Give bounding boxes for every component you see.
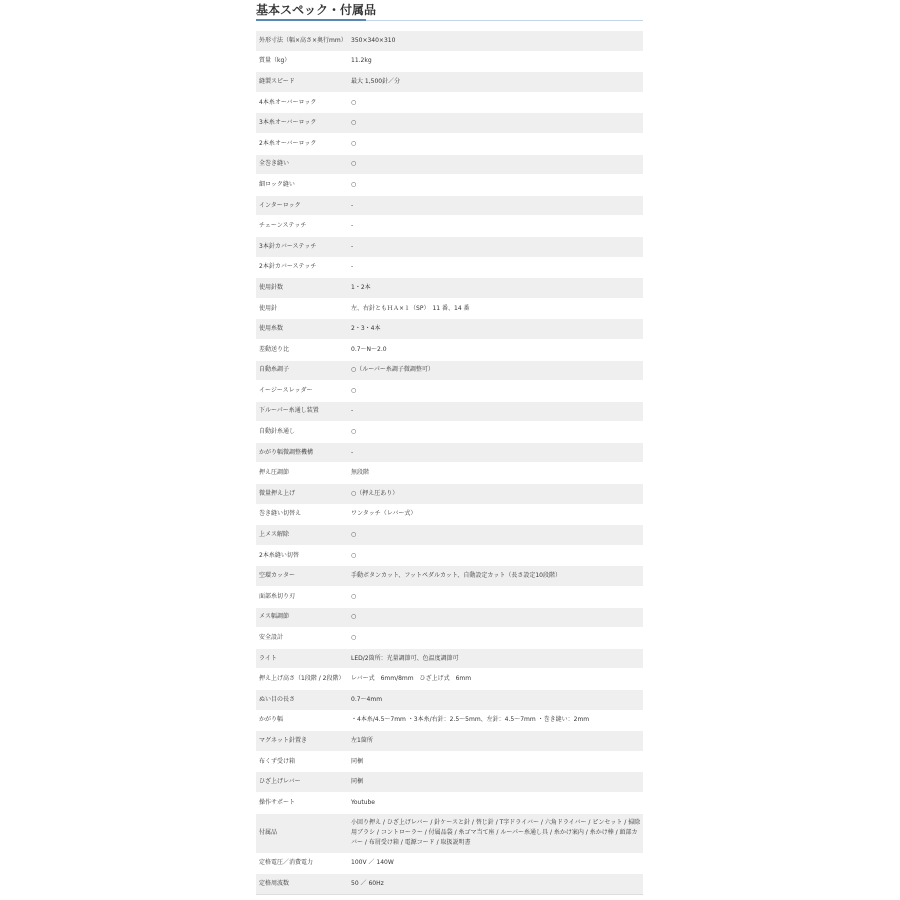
spec-value: 2・3・4本 — [348, 319, 643, 340]
spec-label: メス幅調節 — [256, 607, 348, 628]
spec-value: 50 ／ 60Hz — [348, 874, 643, 895]
spec-label: 空環カッター — [256, 566, 348, 587]
spec-row — [256, 853, 643, 874]
spec-label: 使用糸数 — [256, 319, 348, 340]
spec-row — [256, 319, 643, 340]
spec-row — [256, 648, 643, 669]
spec-label: 使用針 — [256, 298, 348, 319]
spec-label: 2本糸縫い切替 — [256, 545, 348, 566]
spec-value: 同梱 — [348, 772, 643, 793]
spec-value: ○ — [348, 381, 643, 402]
spec-label: 安全設計 — [256, 628, 348, 649]
spec-label: 押え上げ高さ（1段階 / 2段階） — [256, 669, 348, 690]
spec-label: 縫製スピード — [256, 72, 348, 93]
spec-label: インターロック — [256, 195, 348, 216]
spec-value: 1・2本 — [348, 278, 643, 299]
spec-value: ○ — [348, 587, 643, 608]
spec-row — [256, 257, 643, 278]
table-bottom-rule — [256, 894, 643, 895]
spec-value: ○ — [348, 525, 643, 546]
spec-row — [256, 360, 643, 381]
spec-row — [256, 401, 643, 422]
spec-label: 付属品 — [256, 813, 348, 853]
spec-row — [256, 813, 643, 853]
spec-row — [256, 236, 643, 257]
spec-label: 押え圧調節 — [256, 463, 348, 484]
spec-row — [256, 422, 643, 443]
spec-value: ○ — [348, 175, 643, 196]
spec-value: ○ — [348, 133, 643, 154]
spec-value: レバー式 6mm/8mm ひざ上げ式 6mm — [348, 669, 643, 690]
spec-row — [256, 607, 643, 628]
spec-label: ひざ上げレバー — [256, 772, 348, 793]
spec-value: - — [348, 401, 643, 422]
spec-value: ○（ルーパー糸調子微調整可） — [348, 360, 643, 381]
spec-row — [256, 113, 643, 134]
spec-label: 2本糸オーバーロック — [256, 133, 348, 154]
spec-row — [256, 484, 643, 505]
spec-row — [256, 278, 643, 299]
spec-row — [256, 545, 643, 566]
spec-label: 質量（kg） — [256, 51, 348, 72]
spec-label: 上メス解除 — [256, 525, 348, 546]
spec-label: 定格周波数 — [256, 874, 348, 895]
spec-value: - — [348, 236, 643, 257]
spec-row — [256, 504, 643, 525]
spec-value: 100V ／ 140W — [348, 853, 643, 874]
spec-row — [256, 731, 643, 752]
spec-label: 定格電圧／消費電力 — [256, 853, 348, 874]
spec-row — [256, 874, 643, 895]
spec-value: 最大 1,500針／分 — [348, 72, 643, 93]
spec-value: ワンタッチ（レバー式） — [348, 504, 643, 525]
spec-label: 巻き縫い切替え — [256, 504, 348, 525]
spec-label: マグネット針置き — [256, 731, 348, 752]
spec-label: 3本糸オーバーロック — [256, 113, 348, 134]
spec-value: 0.7～N～2.0 — [348, 339, 643, 360]
spec-row — [256, 751, 643, 772]
spec-label: かがり幅微調整機構 — [256, 442, 348, 463]
spec-label: 2本針カバーステッチ — [256, 257, 348, 278]
spec-value: ○ — [348, 154, 643, 175]
spec-row — [256, 51, 643, 72]
spec-value: ○ — [348, 545, 643, 566]
spec-value: 手動ボタンカット、フットペダルカット、自動設定カット（長さ設定10段階） — [348, 566, 643, 587]
spec-value: Youtube — [348, 792, 643, 813]
spec-label: 操作サポート — [256, 792, 348, 813]
spec-value: ・4本糸/4.5～7mm ・3本糸/右針：2.5～5mm、左針：4.5～7mm ・巻き縫い：2mm — [348, 710, 643, 731]
spec-value: LED/2箇所：光量調節可、色温度調節可 — [348, 648, 643, 669]
spec-label: 自動針糸通し — [256, 422, 348, 443]
spec-label: 3本針カバーステッチ — [256, 236, 348, 257]
spec-label: 布くず受け箱 — [256, 751, 348, 772]
spec-row — [256, 216, 643, 237]
spec-row — [256, 442, 643, 463]
spec-label: 自動糸調子 — [256, 360, 348, 381]
spec-row — [256, 587, 643, 608]
spec-value: 無段階 — [348, 463, 643, 484]
spec-row — [256, 72, 643, 93]
spec-row — [256, 566, 643, 587]
spec-value: ○ — [348, 92, 643, 113]
spec-row — [256, 298, 643, 319]
spec-value: ○ — [348, 422, 643, 443]
spec-row — [256, 133, 643, 154]
spec-value: 小回り押え / ひざ上げレバー / 針ケースと針 / 替じ針 / T字ドライバー / 六角ドライバー / ピンセット / 掃除用ブラシ / コントローラー / 付属品袋 / 糸ゴマ当て座 / ルーパー糸通し具 / 糸かけ案内 / 糸かけ棒 / 頭部カバー / 布屑受け箱 / 電源コード / 取扱説明書 — [348, 813, 643, 853]
spec-row — [256, 31, 643, 52]
spec-label: イージースレッダー — [256, 381, 348, 402]
spec-label: 微量押え上げ — [256, 484, 348, 505]
spec-row — [256, 195, 643, 216]
spec-row — [256, 463, 643, 484]
spec-row — [256, 710, 643, 731]
spec-value: ○ — [348, 607, 643, 628]
spec-value: ○（押え圧あり） — [348, 484, 643, 505]
spec-label: ライト — [256, 648, 348, 669]
spec-row — [256, 628, 643, 649]
title-underline — [256, 20, 643, 21]
spec-row — [256, 690, 643, 711]
spec-value: ○ — [348, 628, 643, 649]
spec-label: チェーンステッチ — [256, 216, 348, 237]
spec-label: 使用針数 — [256, 278, 348, 299]
spec-value: 0.7～4mm — [348, 690, 643, 711]
spec-label: 差動送り比 — [256, 339, 348, 360]
spec-row — [256, 175, 643, 196]
spec-value: 11.2kg — [348, 51, 643, 72]
spec-label: 外形寸法（幅×高さ×奥行mm） — [256, 31, 348, 52]
spec-value: - — [348, 216, 643, 237]
spec-label: 4本糸オーバーロック — [256, 92, 348, 113]
spec-table — [256, 30, 643, 894]
spec-row — [256, 792, 643, 813]
spec-value: 350×340×310 — [348, 31, 643, 52]
spec-row — [256, 525, 643, 546]
spec-label: 下ルーパー糸通し装置 — [256, 401, 348, 422]
spec-label: かがり幅 — [256, 710, 348, 731]
spec-label: 面部糸切り刃 — [256, 587, 348, 608]
spec-value: 同梱 — [348, 751, 643, 772]
spec-row — [256, 92, 643, 113]
spec-label: 全巻き縫い — [256, 154, 348, 175]
spec-row — [256, 772, 643, 793]
section-title: 基本スペック・付属品 — [256, 3, 377, 17]
spec-value: - — [348, 442, 643, 463]
spec-row — [256, 381, 643, 402]
spec-value: - — [348, 195, 643, 216]
spec-row — [256, 669, 643, 690]
spec-section — [256, 0, 643, 895]
spec-row — [256, 339, 643, 360]
spec-row — [256, 154, 643, 175]
spec-value: 左、右針ともＨＡ×１（SP） 11 番、14 番 — [348, 298, 643, 319]
spec-value: - — [348, 257, 643, 278]
spec-label: ぬい目の長さ — [256, 690, 348, 711]
spec-value: 左1箇所 — [348, 731, 643, 752]
spec-value: ○ — [348, 113, 643, 134]
spec-label: 細ロック縫い — [256, 175, 348, 196]
